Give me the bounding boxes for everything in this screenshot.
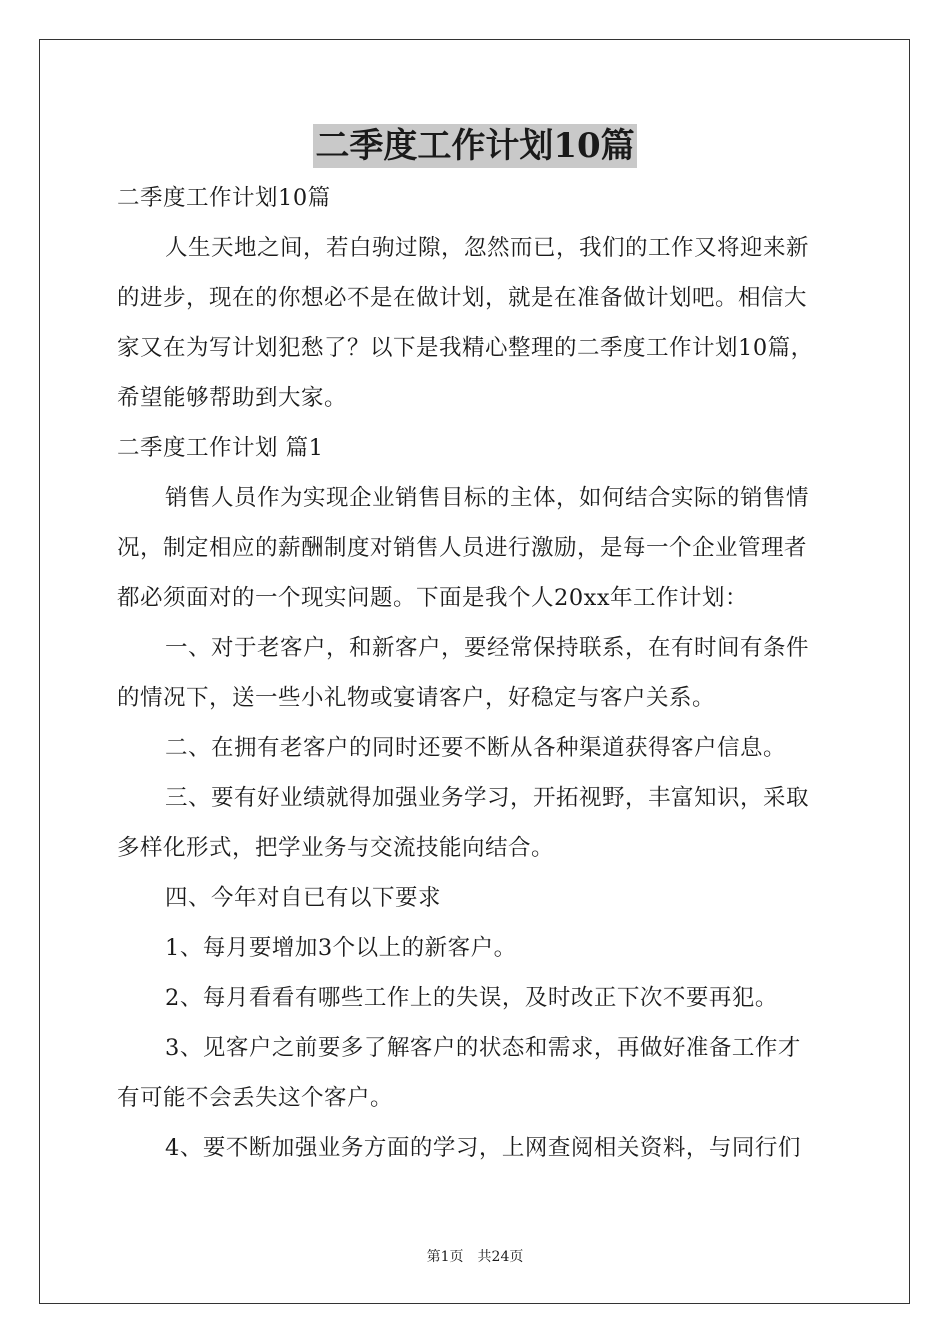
text-line: 4、要不断加强业务方面的学习，上网查阅相关资料，与同行们	[165, 1135, 801, 1161]
text-line: 况，制定相应的薪酬制度对销售人员进行激励，是每一个企业管理者	[117, 535, 808, 561]
text-line: 一、对于老客户，和新客户，要经常保持联系，在有时间有条件	[165, 635, 810, 661]
text-line: 有可能不会丢失这个客户。	[117, 1085, 394, 1111]
text-line: 多样化形式，把学业务与交流技能向结合。	[117, 835, 555, 861]
subtitle-line: 二季度工作计划10篇	[117, 185, 331, 211]
document-title	[0, 124, 950, 168]
text-line: 三、要有好业绩就得加强业务学习，开拓视野，丰富知识，采取	[165, 785, 810, 811]
text-line: 人生天地之间，若白驹过隙，忽然而已，我们的工作又将迎来新	[165, 235, 810, 261]
document-title-text: 二季度工作计划10篇	[315, 126, 635, 166]
text-line: 销售人员作为实现企业销售目标的主体，如何结合实际的销售情	[165, 485, 810, 511]
section-heading: 二季度工作计划 篇1	[117, 435, 324, 461]
text-line: 家又在为写计划犯愁了？以下是我精心整理的二季度工作计划10篇，	[117, 335, 814, 361]
text-line: 希望能够帮助到大家。	[117, 385, 348, 411]
text-line: 1、每月要增加3个以上的新客户。	[165, 935, 517, 961]
text-line: 的进步，现在的你想必不是在做计划，就是在准备做计划吧。相信大	[117, 285, 808, 311]
text-line: 四、今年对自已有以下要求	[165, 885, 442, 911]
text-line: 二、在拥有老客户的同时还要不断从各种渠道获得客户信息。	[165, 735, 787, 761]
page-footer: 第1页 共24页	[426, 1249, 524, 1265]
text-line: 2、每月看看有哪些工作上的失误，及时改正下次不要再犯。	[165, 985, 778, 1011]
text-line: 都必须面对的一个现实问题。下面是我个人20xx年工作计划：	[117, 585, 749, 611]
text-line: 3、见客户之前要多了解客户的状态和需求，再做好准备工作才	[165, 1035, 801, 1061]
text-line: 的情况下，送一些小礼物或宴请客户，好稳定与客户关系。	[117, 685, 716, 711]
